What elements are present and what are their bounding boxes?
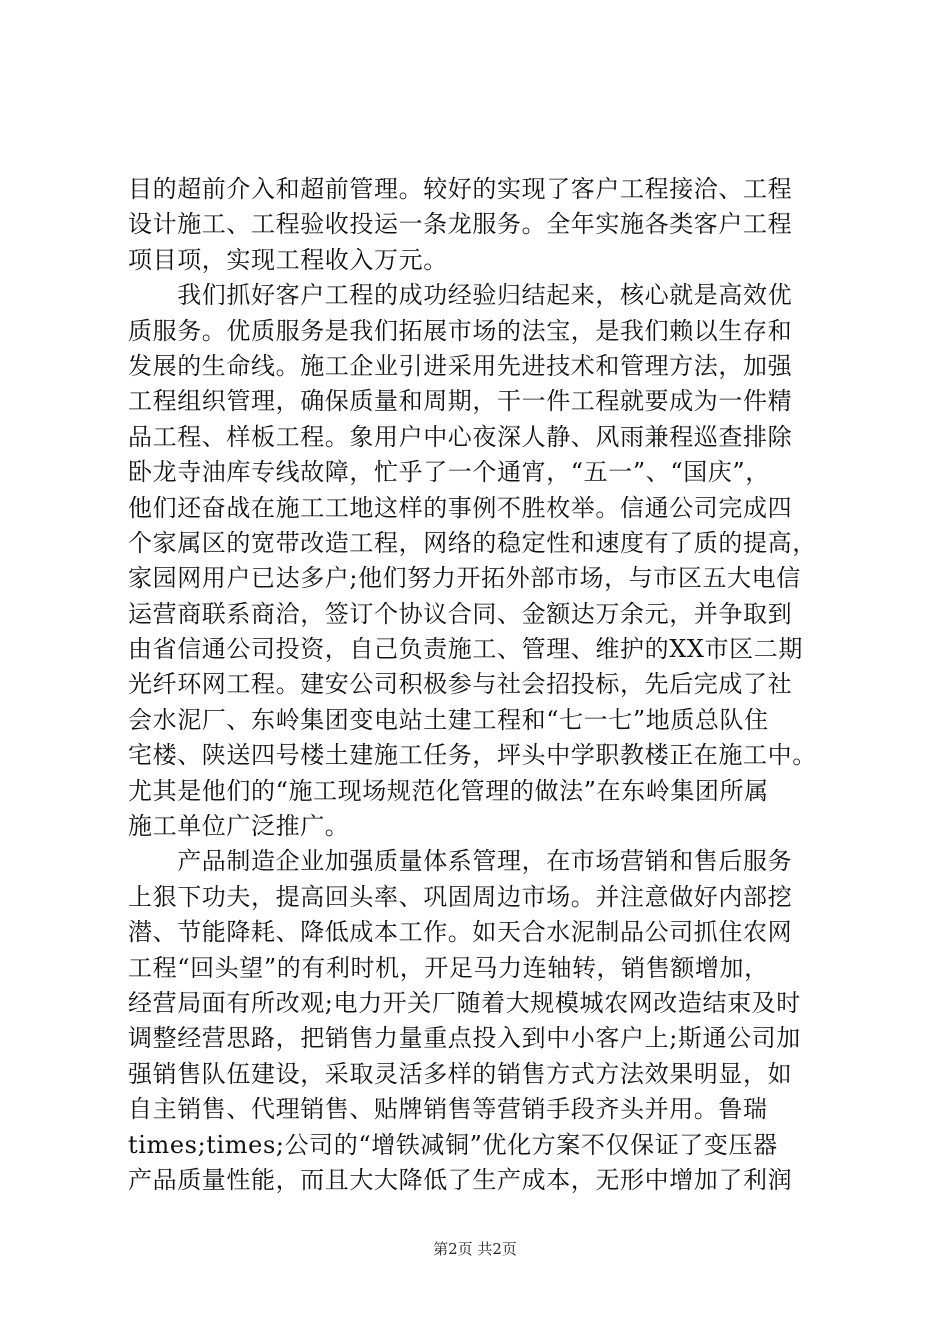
- page-number-footer: 第2页 共2页: [433, 1240, 517, 1258]
- text-line: 调整经营思路，把销售力量重点投入到中小客户上;斯通公司加: [128, 1024, 801, 1053]
- text-line: 自主销售、代理销售、贴牌销售等营销手段齐头并用。鲁瑞: [128, 1095, 768, 1124]
- text-line: 产品制造企业加强质量体系管理，在市场营销和售后服务: [128, 847, 793, 876]
- text-line: 宅楼、陕送四号楼土建施工任务，坪头中学职教楼正在施工中。: [128, 741, 817, 770]
- text-line: 发展的生命线。施工企业引进采用先进技术和管理方法，加强: [128, 351, 793, 380]
- text-line: 目的超前介入和超前管理。较好的实现了客户工程接洽、工程: [128, 175, 793, 203]
- text-line: 我们抓好客户工程的成功经验归结起来，核心就是高效优: [128, 281, 793, 310]
- text-line: 运营商联系商洽，签订个协议合同、金额达万余元，并争取到: [128, 599, 793, 628]
- text-line: 上狠下功夫，提高回头率、巩固周边市场。并注意做好内部挖: [128, 882, 793, 911]
- text-line: 强销售队伍建设，采取灵活多样的销售方式方法效果明显，如: [128, 1059, 793, 1088]
- text-line: 经营局面有所改观;电力开关厂随着大规模城农网改造结束及时: [128, 988, 801, 1017]
- text-line: 项目项，实现工程收入万元。: [128, 245, 448, 274]
- text-line: 家园网用户已达多户;他们努力开拓外部市场，与市区五大电信: [128, 564, 801, 593]
- text-line: 尤其是他们的“施工现场规范化管理的做法”在东岭集团所属: [128, 776, 769, 805]
- text-line: 卧龙寺油库专线故障，忙乎了一个通宵，“五一”、“国庆”，: [128, 458, 770, 487]
- body-text: [128, 172, 840, 1198]
- text-line: 质服务。优质服务是我们拓展市场的法宝，是我们赖以生存和: [128, 316, 793, 345]
- text-line: 施工单位广泛推广。: [128, 812, 350, 841]
- text-line: 工程组织管理，确保质量和周期，干一件工程就要成为一件精: [128, 387, 793, 416]
- text-line: 由省信通公司投资，自己负责施工、管理、维护的XX市区二期: [128, 635, 803, 664]
- text-line: 光纤环网工程。建安公司积极参与社会招投标，先后完成了社: [128, 670, 793, 699]
- text-line: 工程“回头望”的有利时机，开足马力连轴转，销售额增加，: [128, 953, 769, 982]
- text-line: times;times;公司的“增铁减铜”优化方案不仅保证了变压器: [128, 1130, 778, 1159]
- text-line: 产品质量性能，而且大大降低了生产成本，无形中增加了利润: [128, 1165, 793, 1194]
- text-line: 会水泥厂、东岭集团变电站土建工程和“七一七”地质总队住: [128, 705, 769, 734]
- text-line: 设计施工、工程验收投运一条龙服务。全年实施各类客户工程: [128, 210, 793, 239]
- text-line: 潜、节能降耗、降低成本工作。如天合水泥制品公司抓住农网: [128, 918, 793, 947]
- text-line: 品工程、样板工程。象用户中心夜深人静、风雨兼程巡查排除: [128, 422, 793, 451]
- text-line: 个家属区的宽带改造工程，网络的稳定性和速度有了质的提高，: [128, 528, 817, 557]
- text-line: 他们还奋战在施工工地这样的事例不胜枚举。信通公司完成四: [128, 493, 793, 522]
